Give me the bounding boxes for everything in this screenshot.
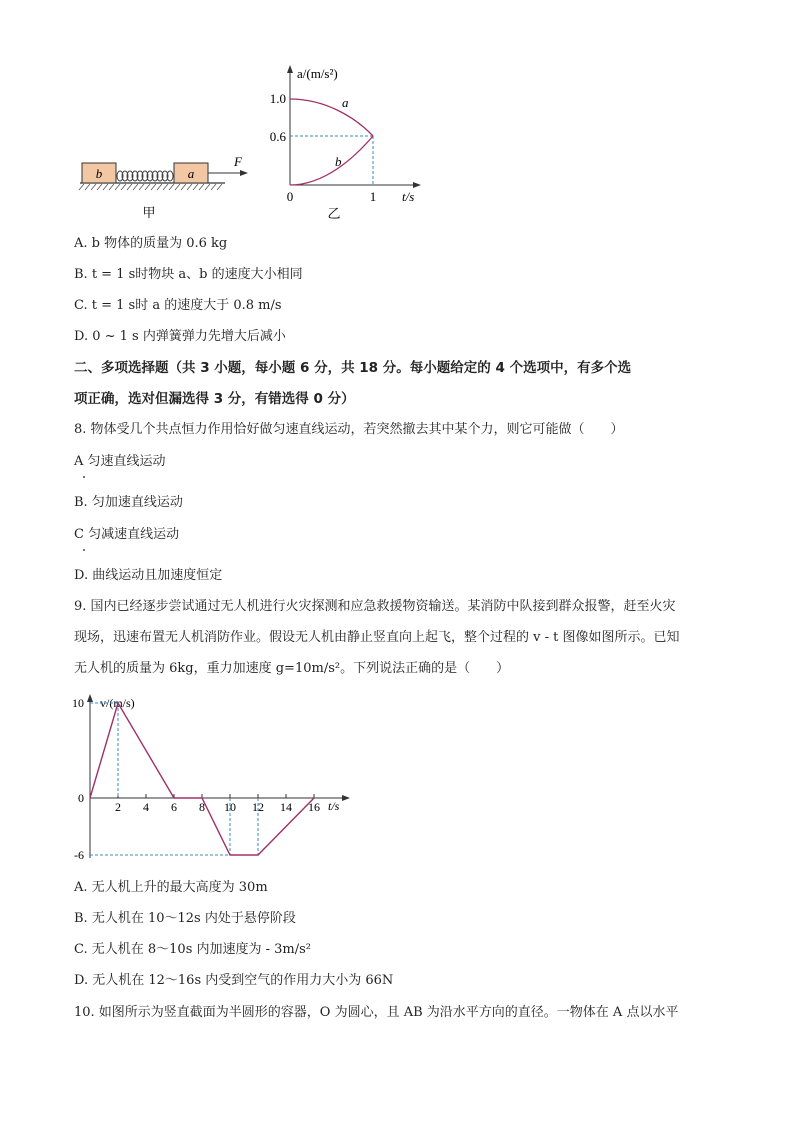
x-tick-label: 16 [308,800,320,814]
curve-a-label: a [342,95,349,110]
section-2-heading-line1: 二、多项选择题（共 3 小题，每小题 6 分，共 18 分。每小题给定的 4 个选项中，有多个选 [74,360,632,376]
q8-option-d: D. 曲线运动且加速度恒定 [74,568,223,583]
q7-option-c: C. t = 1 s时 a 的速度大于 0.8 m/s [74,298,282,313]
q9-option-d: D. 无人机在 12～16s 内受到空气的作用力大小为 66N [74,973,394,988]
fig2-y-label: a/(m/s²) [297,66,338,81]
curve-b [290,136,373,185]
velocity-time-chart [60,688,360,868]
fig2-tick-0: 0 [286,189,294,204]
block-b-label: b [95,166,103,181]
fig2-caption: 乙 [327,206,341,221]
fig2-tick-0-6: 0.6 [269,129,286,144]
v-axis-arrow-icon [87,694,93,702]
q7-option-b: B. t = 1 s时物块 a、b 的速度大小相同 [74,267,303,282]
section-2-heading-line2: 项正确，选对但漏选得 3 分，有错选得 0 分） [74,391,355,407]
x-axis-arrow-icon [413,182,421,188]
q9-line1: 9. 国内已经逐步尝试通过无人机进行火灾探测和应急救援物资输送。某消防中队接到群众报警，赶至火灾 [74,599,676,614]
x-tick-label: 2 [115,800,121,814]
x-tick-label: 8 [199,800,205,814]
q9-line2: 现场，迅速布置无人机消防作业。假设无人机由静止竖直向上起飞，整个过程的 v - t 图像如图所示。已知 [74,630,680,645]
q10-line1: 10. 如图所示为竖直截面为半圆形的容器，O 为圆心，且 AB 为沿水平方向的直径。一物体在 A 点以水平 [74,1005,679,1020]
y-tick-label: 0 [78,791,84,805]
spring [117,171,173,181]
force-arrow-icon [240,170,248,176]
q9-option-c: C. 无人机在 8～10s 内加速度为 - 3m/s² [74,942,312,957]
y-axis-arrow-icon [287,65,293,73]
figure-blocks-spring [70,150,250,220]
curve-a [290,99,373,136]
x-tick-label: 6 [171,800,177,814]
x-tick-label: 14 [280,800,292,814]
y-tick-label: 10 [72,696,84,710]
fig2-tick-1: 1 [369,189,377,204]
q7-option-d: D. 0 ~ 1 s 内弹簧弹力先增大后减小 [74,329,286,344]
curve-b-label: b [335,154,342,169]
figure-acceleration-graph [255,62,425,222]
velocity-series-line [90,703,314,855]
q9-option-b: B. 无人机在 10～12s 内处于悬停阶段 [74,911,296,926]
fig1-caption: 甲 [142,205,156,220]
q9-line3: 无人机的质量为 6kg，重力加速度 g=10m/s²。下列说法正确的是（ ） [74,661,510,676]
t-axis-arrow-icon [342,795,350,801]
x-tick-label: 12 [252,800,264,814]
q9-option-a: A. 无人机上升的最大高度为 30m [74,880,268,895]
q8-option-c: C 匀减速直线运动 [74,527,180,542]
fig2-x-label: t/s [402,189,415,204]
y-tick-label: -6 [74,848,84,862]
q7-option-a: A. b 物体的质量为 0.6 kg [74,236,228,251]
q8-stem: 8. 物体受几个共点恒力作用恰好做匀速直线运动，若突然撤去其中某个力，则它可能做（ ） [74,422,624,437]
x-tick-label: 4 [143,800,149,814]
fig2-tick-1-0: 1.0 [269,91,286,106]
q8-option-a: A 匀速直线运动 [74,454,166,469]
x-tick-label: 10 [224,800,236,814]
vt-x-label: t/s [328,799,340,813]
force-label: F [234,154,242,169]
q8-option-b: B. 匀加速直线运动 [74,495,183,510]
block-a-label: a [187,166,195,181]
vt-y-label: v/(m/s) [100,696,135,710]
